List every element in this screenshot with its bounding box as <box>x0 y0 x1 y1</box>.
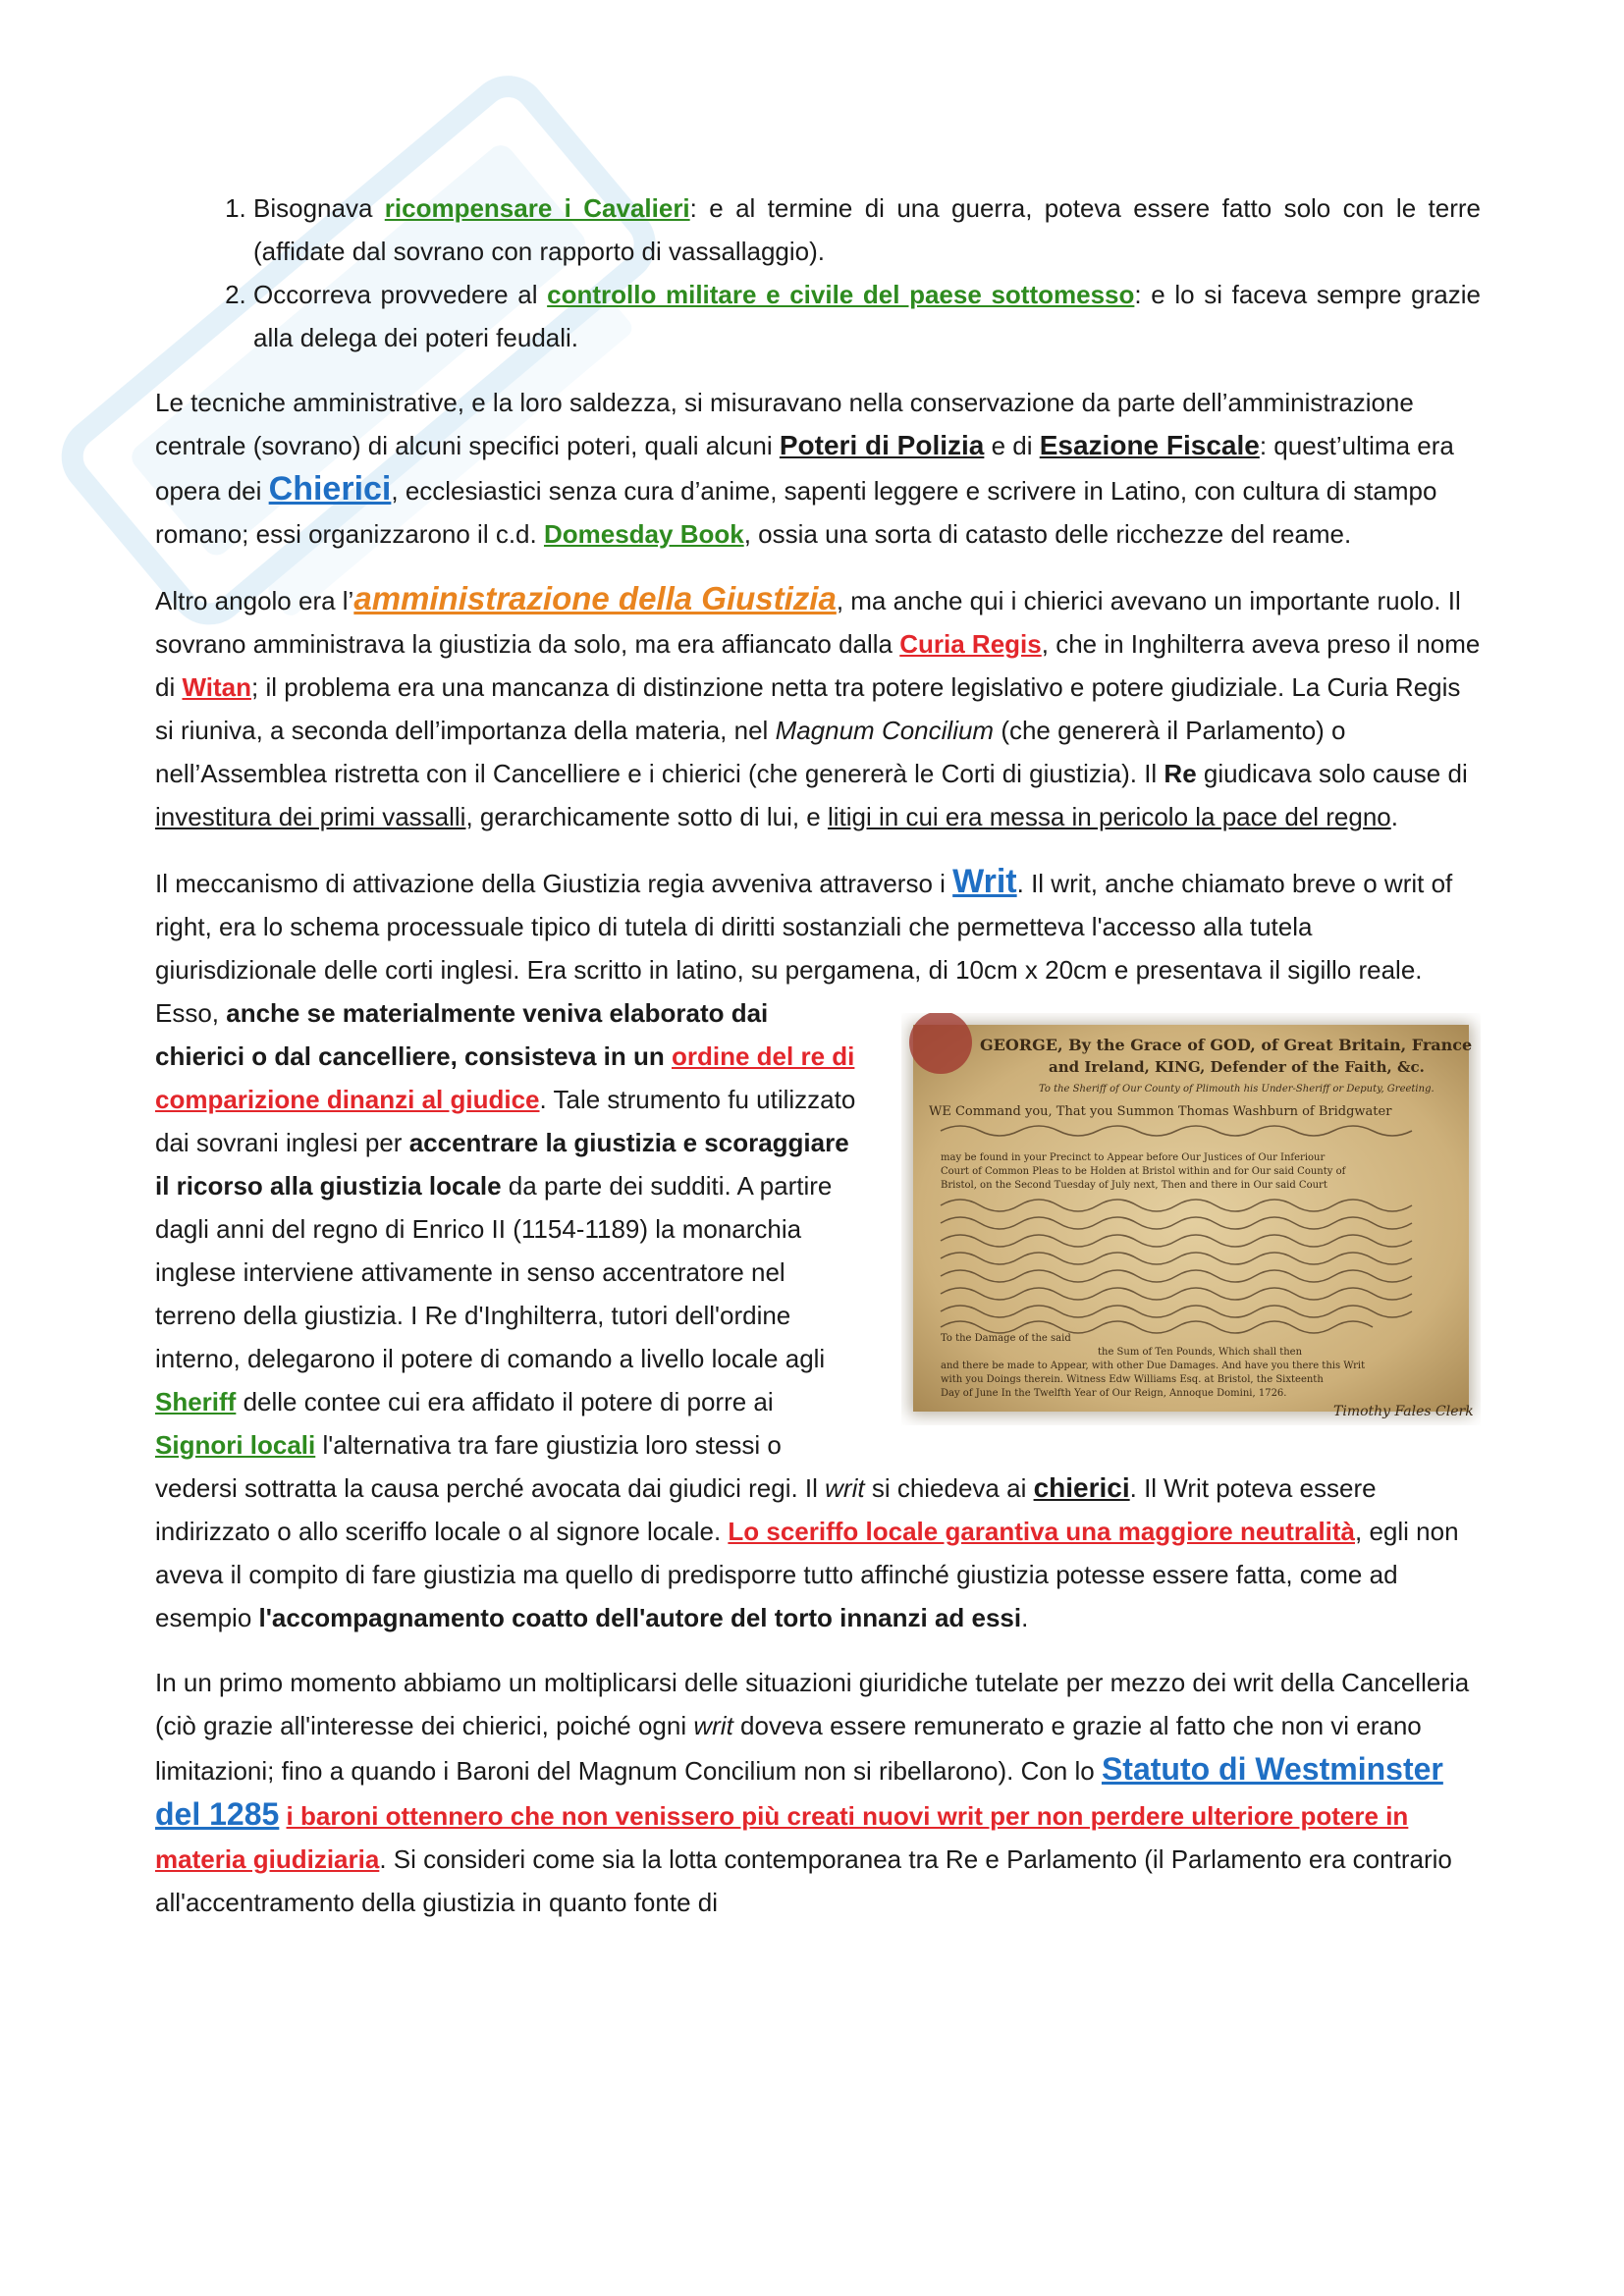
svg-text:Bristol, on the Second Tuesday: Bristol, on the Second Tuesday of July next, Then and there in Our said Court <box>941 1180 1327 1191</box>
svg-text:Court of Common Pleas to be Ho: Court of Common Pleas to be Holden at Bristol within and for Our said County of <box>941 1166 1346 1177</box>
list-item: 1. Bisognava ricompensare i Cavalieri: e al termine di una guerra, poteva essere fatto solo con le terre (affidate dal sovrano con rapporto di vassallaggio). <box>253 187 1481 273</box>
document-body <box>155 187 1481 1946</box>
svg-text:To the Damage of the said: To the Damage of the said <box>941 1333 1071 1344</box>
svg-text:To the Sheriff of Our County o: To the Sheriff of Our County of Plimouth his Under-Sheriff or Deputy, Greeting. <box>1039 1084 1435 1095</box>
wax-seal <box>909 1013 972 1074</box>
list-item: 2. Occorreva provvedere al controllo militare e civile del paese sottomesso: e lo si faceva sempre grazie alla delega dei poteri feudali. <box>253 273 1481 359</box>
paragraph-tecniche: Le tecniche amministrative, e la loro saldezza, si misuravano nella conservazione da parte dell’amministrazione centrale (sovrano) di alcuni specifici poteri, quali alcuni Poteri di Polizia e di Esazione Fiscale: quest’ultima era opera dei Chierici, ecclesiastici senza cura d’anime, sapenti leggere e scrivere in Latino, con cultura di stampo romano; essi organizzarono il c.d. Domesday Book, ossia una sorta di catasto delle ricchezze del reame. <box>155 388 1454 549</box>
numbered-list <box>155 187 1481 359</box>
svg-text:with you Doings therein. Witne: with you Doings therein. Witness Edw Williams Esq. at Bristol, the Sixteenth <box>941 1374 1324 1385</box>
svg-text:the Sum of Ten Pounds, Which s: the Sum of Ten Pounds, Which shall then <box>1098 1347 1303 1358</box>
writ-bold-text: anche se materialmente veniva elaborato dai chierici o dal cancelliere, consisteva in un <box>155 998 769 1071</box>
paragraph-giustizia: Altro angolo era l’amministrazione della Giustizia, ma anche qui i chierici avevano un importante ruolo. Il sovrano amministrava la giustizia da solo, ma era affiancato dalla Curia Regis, che in Inghilterra aveva preso il nome di Witan; il problema era una mancanza di distinzione netta tra potere legislativo e potere giudiziale. La Curia Regis si riuniva, a seconda dell’importanza della materia, nel Magnum Concilium (che genererà il Parlamento) o nell’Assemblea ristretta con il Cancelliere e i chierici (che genererà le Corti di giustizia). Il Re giudicava solo cause di investitura dei primi vassalli, gerarchicamente sotto di lui, e litigi in cui era messa in pericolo la pace del regno. <box>155 580 1481 831</box>
svg-text:may be found in your Precinct: may be found in your Precinct to Appear before Our Justices of Our Inferiour <box>941 1152 1326 1163</box>
writ-document-image <box>901 1013 1481 1425</box>
paragraph-statuto: In un primo momento abbiamo un moltiplicarsi delle situazioni giuridiche tutelate per mezzo dei writ della Cancelleria (ciò grazie all'interesse dei chierici, poiché ogni writ doveva essere remunerato e grazie al fatto che non vi erano limitazioni; fino a quando i Baroni del Magnum Concilium non si ribellarono). Con lo Statuto di Westminster del 1285 i baroni ottennero che non venissero più creati nuovi writ per non perdere ulteriore potere in materia giudiziaria. Si consideri come sia la lotta contemporanea tra Re e Parlamento (il Parlamento era contrario all'accentramento della giustizia in quanto fonte di <box>155 1668 1470 1917</box>
paragraph-writ: Il meccanismo di attivazione della Giustizia regia avveniva attraverso i Writ. Il writ, anche chiamato breve o writ of right, era lo schema processuale tipico di tutela di diritti sostanziali che permetteva l'accesso alla tutela giurisdizionale delle corti inglesi. Era scritto in latino, su pergamena, di 10cm x 20cm e presentava il sigillo reale. Esso, GEORGE, By the Grace of GOD, of Great Britain, France and Ireland, KING, Defender of the Faith, &c. To the Sheriff of Our County of Plimouth his Under-Sheriff or Deputy, Greeting. WE Command you, That you Summon Thomas Washburn of Bridgwater may be found in your Precinct to Appear before Our Justices of Our Inferiour Court of Common Pleas to be Holden at Bristol within and for Our said County of Bristol, on the Second Tuesday of July next, Then and there in Our said Court To the Damage of the said the Sum of Ten Pounds, Which shall then and there be made to Appear, with other Due Damages. And have you there this Writ with you Doings therein. Witness Edw Williams Esq. at Bristol, the Sixteenth Day of June In the Twelfth Year of Our Reign, Annoque Domini, 1726. Timothy Fales Clerk anche se materialmente veniva elaborato dai chierici o dal cancelliere, consisteva in un ordine del re di comparizione dinanzi al giudice. Tale strumento fu utilizzato dai sovrani inglesi per accentrare la giustizia e scoraggiare il ricorso alla giustizia locale da parte dei sudditi. A partire dagli anni del regno di Enrico II (1154-1189) la monarchia inglese interviene attivamente in senso accentratore nel terreno della giustizia. I Re d'Inghilterra, tutori dell'ordine interno, delegarono il potere di comando a livello locale agli Sheriff delle contee cui era affidato il potere di porre ai Signori locali l'alternativa tra fare giustizia loro stessi o vedersi sottratta la causa perché avocata dai giudici regi. Il writ si chiedeva ai chierici. Il Writ poteva essere indirizzato o allo sceriffo locale o al signore locale. Lo sceriffo locale garantiva una maggiore neutralità, egli non aveva il compito di fare giustizia ma quello di predisporre tutto affinché giustizia potesse essere fatta, come ad esempio l'accompagnamento coatto dell'autore del torto innanzi ad essi. <box>155 860 1481 1639</box>
svg-text:Timothy Fales Clerk: Timothy Fales Clerk <box>1333 1404 1474 1419</box>
svg-text:and there be made to Appear, w: and there be made to Appear, with other Due Damages. And have you there this Writ <box>941 1361 1366 1371</box>
svg-text:and Ireland, KING, Defender of: and Ireland, KING, Defender of the Faith, &c. <box>1049 1058 1425 1076</box>
svg-text:Day of June In the Twelfth Yea: Day of June In the Twelfth Year of Our Reign, Annoque Domini, 1726. <box>941 1388 1287 1399</box>
svg-text:GEORGE, By the Grace of GOD, o: GEORGE, By the Grace of GOD, of Great Britain, France <box>980 1036 1473 1054</box>
svg-text:WE Command you, That you Summo: WE Command you, That you Summon Thomas Washburn of Bridgwater <box>929 1104 1392 1119</box>
